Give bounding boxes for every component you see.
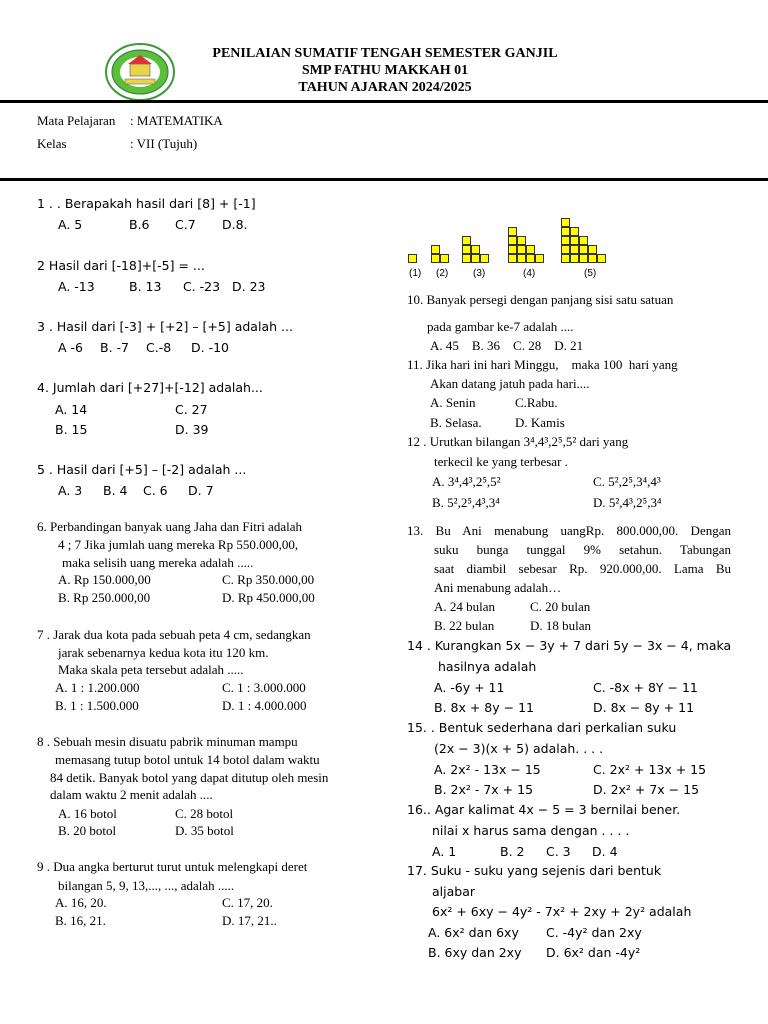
q6-option-a: A. Rp 150.000,00 bbox=[58, 572, 151, 587]
header-line-3: TAHUN AJARAN 2024/2025 bbox=[298, 80, 472, 95]
pattern-square bbox=[570, 245, 579, 254]
pattern-square bbox=[579, 236, 588, 245]
pattern-square bbox=[561, 218, 570, 227]
pattern-square bbox=[561, 254, 570, 263]
q6-option-b: B. Rp 250.000,00 bbox=[58, 590, 151, 605]
q2-text: 2 Hasil dari [-18]+[-5] = ... bbox=[37, 258, 205, 273]
q13-option-a: A. 24 bulan bbox=[434, 599, 496, 614]
pattern-square bbox=[561, 227, 570, 236]
pattern-square bbox=[517, 236, 526, 245]
q16-line-1: 16.. Agar kalimat 4x − 5 = 3 bernilai bener. bbox=[407, 802, 681, 817]
pattern-square bbox=[588, 245, 597, 254]
pattern-square bbox=[508, 245, 517, 254]
q3-option-d: D. -10 bbox=[191, 340, 229, 355]
q6-option-c: C. Rp 350.000,00 bbox=[222, 572, 315, 587]
pattern-square bbox=[526, 245, 535, 254]
q17-line-1: 17. Suku - suku yang sejenis dari bentuk bbox=[407, 863, 662, 878]
q11-option-c: C.Rabu. bbox=[515, 395, 558, 410]
class-label: Kelas bbox=[37, 136, 67, 151]
q10-line-2: pada gambar ke-7 adalah .... bbox=[427, 319, 574, 334]
q1-text: 1 . . Berapakah hasil dari [8] + [-1] bbox=[37, 196, 256, 211]
q4-option-d: D. 39 bbox=[175, 422, 209, 437]
pattern-square bbox=[535, 254, 544, 263]
q1-option-d: D.8. bbox=[222, 217, 248, 232]
q3-text: 3 . Hasil dari [-3] + [+2] – [+5] adalah ... bbox=[37, 319, 293, 334]
pattern-square bbox=[408, 254, 417, 263]
q5-text: 5 . Hasil dari [+5] – [-2] adalah ... bbox=[37, 462, 247, 477]
subject-value: : MATEMATIKA bbox=[130, 113, 223, 128]
q16-option-c: C. 3 bbox=[546, 844, 571, 859]
figure-label-2: (2) bbox=[436, 268, 449, 279]
q7-line-1: 7 . Jarak dua kota pada sebuah peta 4 cm, sedangkan bbox=[37, 627, 311, 642]
q10-line-1: 10. Banyak persegi dengan panjang sisi satu satuan bbox=[407, 292, 674, 307]
figure-label-4: (4) bbox=[523, 268, 536, 279]
pattern-square bbox=[570, 236, 579, 245]
header-line-1: PENILAIAN SUMATIF TENGAH SEMESTER GANJIL bbox=[212, 46, 558, 61]
q17-option-c: C. -4y² dan 2xy bbox=[546, 925, 642, 940]
pattern-square bbox=[526, 254, 535, 263]
q4-option-b: B. 15 bbox=[55, 422, 88, 437]
pattern-square bbox=[570, 254, 579, 263]
q16-option-a: A. 1 bbox=[432, 844, 457, 859]
pattern-square bbox=[570, 227, 579, 236]
q9-option-d: D. 17, 21.. bbox=[222, 913, 277, 928]
q12-option-b: B. 5²,2⁵,4³,3⁴ bbox=[432, 495, 500, 510]
class-value: : VII (Tujuh) bbox=[130, 136, 198, 151]
pattern-square bbox=[462, 245, 471, 254]
pattern-square bbox=[561, 236, 570, 245]
q5-option-b: B. 4 bbox=[103, 483, 128, 498]
pattern-square bbox=[471, 245, 480, 254]
pattern-square bbox=[462, 254, 471, 263]
q2-option-b: B. 13 bbox=[129, 279, 162, 294]
q8-option-a: A. 16 botol bbox=[58, 806, 117, 821]
q11-line-2: Akan datang jatuh pada hari.... bbox=[430, 376, 590, 391]
q8-line-3: 84 detik. Banyak botol yang dapat ditutup oleh mesin bbox=[50, 770, 329, 785]
q17-line-2: aljabar bbox=[432, 884, 475, 899]
info-divider bbox=[0, 178, 768, 181]
pattern-square bbox=[508, 254, 517, 263]
q9-option-c: C. 17, 20. bbox=[222, 895, 273, 910]
q12-line-1: 12 . Urutkan bilangan 3⁴,4³,2⁵,5² dari yang bbox=[407, 434, 629, 449]
q6-line-3: maka selisih uang mereka adalah ..... bbox=[62, 555, 254, 570]
pattern-square bbox=[440, 254, 449, 263]
pattern-square bbox=[508, 236, 517, 245]
pattern-square bbox=[588, 254, 597, 263]
q14-option-c: C. -8x + 8Y − 11 bbox=[593, 680, 698, 695]
q11-option-d: D. Kamis bbox=[515, 415, 565, 430]
q10-options: A. 45 B. 36 C. 28 D. 21 bbox=[430, 338, 584, 353]
q17-option-a: A. 6x² dan 6xy bbox=[428, 925, 519, 940]
figure-label-5: (5) bbox=[584, 268, 597, 279]
q12-option-d: D. 5²,4³,2⁵,3⁴ bbox=[593, 495, 662, 510]
q13-line-2: suku bunga tunggal 9% setahun. Tabungan bbox=[434, 542, 731, 557]
pattern-square bbox=[480, 254, 489, 263]
q15-option-c: C. 2x² + 13x + 15 bbox=[593, 762, 707, 777]
q12-option-a: A. 3⁴,4³,2⁵,5² bbox=[432, 474, 501, 489]
q2-option-d: D. 23 bbox=[232, 279, 266, 294]
q9-option-a: A. 16, 20. bbox=[55, 895, 107, 910]
q17-option-b: B. 6xy dan 2xy bbox=[428, 945, 522, 960]
q6-line-1: 6. Perbandingan banyak uang Jaha dan Fitri adalah bbox=[37, 519, 302, 534]
school-logo bbox=[104, 42, 176, 102]
pattern-square bbox=[462, 236, 471, 245]
q4-option-a: A. 14 bbox=[55, 402, 88, 417]
pattern-square bbox=[517, 254, 526, 263]
q7-option-b: B. 1 : 1.500.000 bbox=[55, 698, 139, 713]
q17-line-3: 6x² + 6xy − 4y² - 7x² + 2xy + 2y² adalah bbox=[432, 904, 692, 919]
q1-option-c: C.7 bbox=[175, 217, 196, 232]
q4-text: 4. Jumlah dari [+27]+[-12] adalah... bbox=[37, 380, 263, 395]
q5-option-a: A. 3 bbox=[58, 483, 83, 498]
q7-option-c: C. 1 : 3.000.000 bbox=[222, 680, 306, 695]
q13-line-4: Ani menabung adalah… bbox=[434, 580, 562, 595]
q12-option-c: C. 5²,2⁵,3⁴,4³ bbox=[593, 474, 661, 489]
q7-option-a: A. 1 : 1.200.000 bbox=[55, 680, 140, 695]
q16-option-b: B. 2 bbox=[500, 844, 525, 859]
q15-option-b: B. 2x² - 7x + 15 bbox=[434, 782, 534, 797]
q5-option-c: C. 6 bbox=[143, 483, 168, 498]
q8-option-c: C. 28 botol bbox=[175, 806, 234, 821]
q8-option-b: B. 20 botol bbox=[58, 823, 117, 838]
q13-option-b: B. 22 bulan bbox=[434, 618, 495, 633]
q14-line-2: hasilnya adalah bbox=[438, 659, 537, 674]
q7-option-d: D. 1 : 4.000.000 bbox=[222, 698, 307, 713]
q9-line-2: bilangan 5, 9, 13,..., ..., adalah ..... bbox=[58, 878, 235, 893]
q17-option-d: D. 6x² dan -4y² bbox=[546, 945, 641, 960]
q13-line-1: 13. Bu Ani menabung uangRp. 800.000,00. Dengan bbox=[407, 523, 731, 538]
q12-line-2: terkecil ke yang terbesar . bbox=[434, 454, 568, 469]
subject-label: Mata Pelajaran bbox=[37, 113, 116, 128]
q15-line-1: 15. . Bentuk sederhana dari perkalian suku bbox=[407, 720, 677, 735]
q2-option-a: A. -13 bbox=[58, 279, 95, 294]
q8-line-1: 8 . Sebuah mesin disuatu pabrik minuman mampu bbox=[37, 734, 298, 749]
q3-option-c: C.-8 bbox=[146, 340, 172, 355]
pattern-square bbox=[561, 245, 570, 254]
pattern-square bbox=[471, 254, 480, 263]
q11-option-a: A. Senin bbox=[430, 395, 476, 410]
q7-line-2: jarak sebenarnya kedua kota itu 120 km. bbox=[58, 645, 269, 660]
q4-option-c: C. 27 bbox=[175, 402, 208, 417]
q15-option-d: D. 2x² + 7x − 15 bbox=[593, 782, 700, 797]
pattern-square bbox=[508, 227, 517, 236]
q14-option-b: B. 8x + 8y − 11 bbox=[434, 700, 534, 715]
q8-line-2: memasang tutup botol untuk 14 botol dalam waktu bbox=[55, 752, 320, 767]
pattern-square bbox=[579, 254, 588, 263]
pattern-square bbox=[431, 254, 440, 263]
figure-label-3: (3) bbox=[473, 268, 486, 279]
q16-option-d: D. 4 bbox=[592, 844, 618, 859]
q14-option-a: A. -6y + 11 bbox=[434, 680, 505, 695]
q8-option-d: D. 35 botol bbox=[175, 823, 234, 838]
figure-label-1: (1) bbox=[409, 268, 422, 279]
header-divider bbox=[0, 100, 768, 103]
q2-option-c: C. -23 bbox=[183, 279, 221, 294]
q16-line-2: nilai x harus sama dengan . . . . bbox=[432, 823, 630, 838]
q8-line-4: dalam waktu 2 menit adalah .... bbox=[50, 787, 213, 802]
q13-option-d: D. 18 bulan bbox=[530, 618, 592, 633]
pattern-square bbox=[597, 254, 606, 263]
q11-line-1: 11. Jika hari ini hari Minggu, maka 100 hari yang bbox=[407, 357, 678, 372]
pattern-square bbox=[579, 245, 588, 254]
q14-line-1: 14 . Kurangkan 5x − 3y + 7 dari 5y − 3x − 4, maka bbox=[407, 638, 732, 653]
q7-line-3: Maka skala peta tersebut adalah ..... bbox=[58, 662, 244, 677]
header-line-2: SMP FATHU MAKKAH 01 bbox=[301, 63, 469, 78]
q3-option-b: B. -7 bbox=[100, 340, 129, 355]
q6-option-d: D. Rp 450.000,00 bbox=[222, 590, 315, 605]
pattern-square bbox=[431, 245, 440, 254]
q6-line-2: 4 ; 7 Jika jumlah uang mereka Rp 550.000,00, bbox=[58, 537, 299, 552]
q13-option-c: C. 20 bulan bbox=[530, 599, 591, 614]
q11-option-b: B. Selasa. bbox=[430, 415, 482, 430]
q1-option-b: B.6 bbox=[129, 217, 150, 232]
pattern-square bbox=[517, 245, 526, 254]
q15-line-2: (2x − 3)(x + 5) adalah. . . . bbox=[434, 741, 604, 756]
q5-option-d: D. 7 bbox=[188, 483, 214, 498]
q9-option-b: B. 16, 21. bbox=[55, 913, 106, 928]
q14-option-d: D. 8x − 8y + 11 bbox=[593, 700, 695, 715]
q9-line-1: 9 . Dua angka berturut turut untuk melengkapi deret bbox=[37, 859, 308, 874]
q15-option-a: A. 2x² - 13x − 15 bbox=[434, 762, 541, 777]
q13-line-3: saat diambil sebesar Rp. 920.000,00. Lama Bu bbox=[434, 561, 731, 576]
q1-option-a: A. 5 bbox=[58, 217, 83, 232]
q3-option-a: A -6 bbox=[58, 340, 83, 355]
